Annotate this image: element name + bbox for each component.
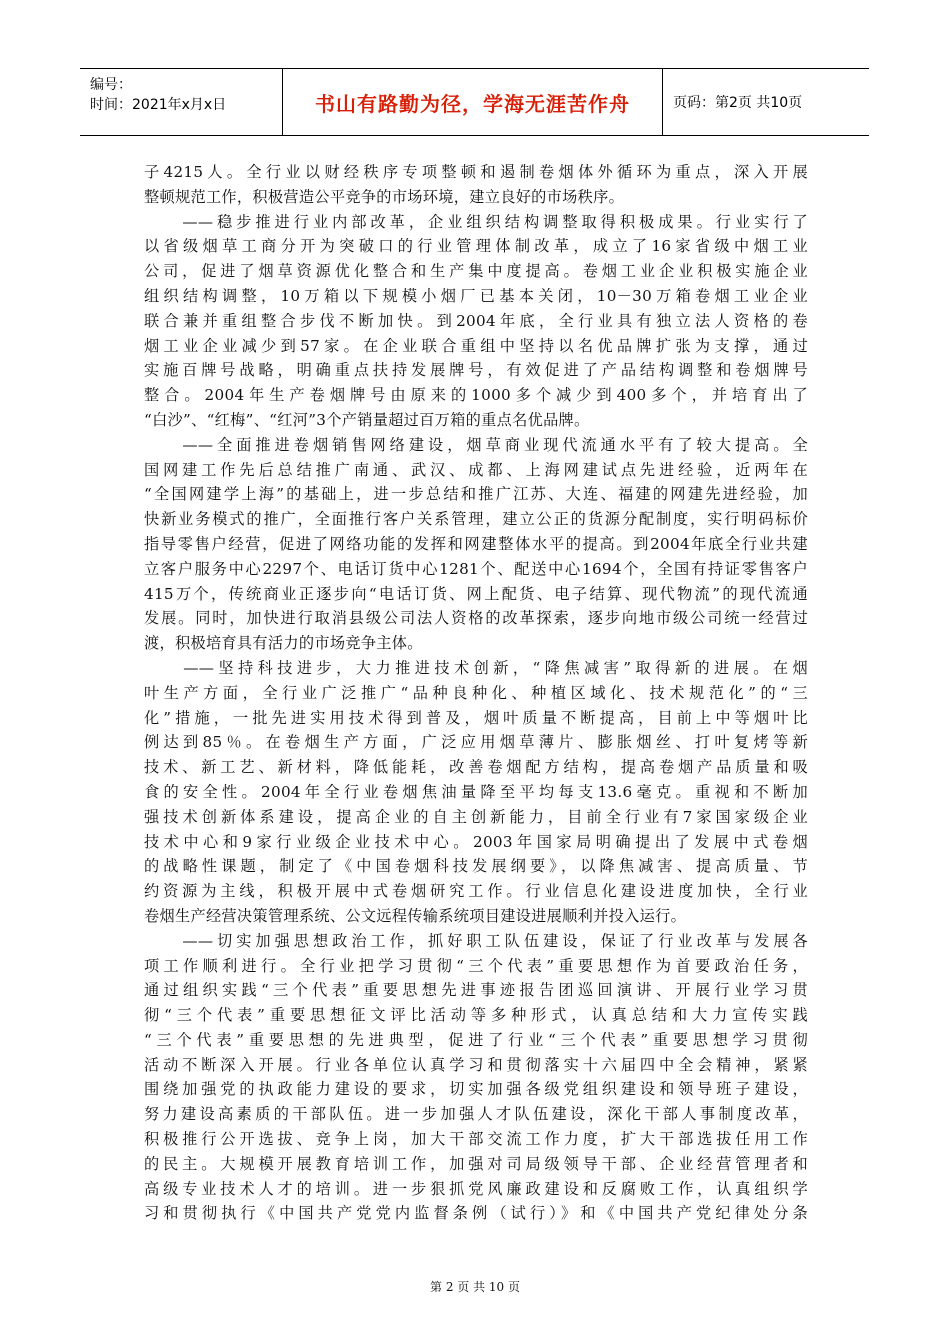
body-line: 整顿规范工作，积极营造公平竞争的市场环境，建立良好的市场秩序。 (144, 187, 625, 206)
body-line: 以省级烟草工商分开为突破口的行业管理体制改革，成立了16家省级中烟工业 (144, 237, 808, 256)
header-motto: 书山有路勤为径，学海无涯苦作舟 (282, 69, 663, 135)
header-page-info: 页码：第2页 共10页 (673, 95, 803, 111)
body-line: 叶生产方面，全行业广泛推广“品种良种化、种植区域化、技术规范化”的“三 (144, 683, 808, 702)
body-line: 积极推行公开选拔、竞争上岗，加大干部交流工作力度，扩大干部选拔任用工作 (144, 1130, 808, 1149)
body-line: 化”措施，一批先进实用技术得到普及，烟叶质量不断提高，目前上中等烟叶比 (144, 708, 808, 727)
body-line: ——全面推进卷烟销售网络建设，烟草商业现代流通水平有了较大提高。全 (144, 435, 808, 454)
body-line: 技术中心和9家行业级企业技术中心。2003年国家局明确提出了发展中式卷烟 (144, 832, 808, 851)
body-line: “白沙”、“红梅”、“红河”3个产销量超过百万箱的重点名优品牌。 (144, 410, 590, 429)
body-line: ——坚持科技进步，大力推进技术创新，“降焦减害”取得新的进展。在烟 (144, 658, 808, 677)
body-line: “三个代表”重要思想的先进典型，促进了行业“三个代表”重要思想学习贯彻 (144, 1030, 808, 1049)
page-footer: 第 2 页 共 10 页 (430, 1280, 520, 1294)
body-line: ——切实加强思想政治工作，抓好职工队伍建设，保证了行业改革与发展各 (144, 931, 808, 950)
body-line: 彻“三个代表”重要思想征文评比活动等多种形式，认真总结和大力宣传实践 (144, 1006, 808, 1025)
body-line: 的战略性课题，制定了《中国卷烟科技发展纲要》，以降焦减害、提高质量、节 (144, 857, 808, 876)
body-line: 国网建工作先后总结推广南通、武汉、成都、上海网建试点先进经验，近两年在 (144, 460, 808, 479)
body-line: 指导零售户经营，促进了网络功能的发挥和网建整体水平的提高。到2004年底全行业共建 (144, 534, 808, 553)
body-line: 实施百牌号战略，明确重点扶持发展牌号，有效促进了产品结构调整和卷烟牌号 (144, 361, 808, 380)
body-line: 发展。同时，加快进行取消县级公司法人资格的改革探索，逐步向地市级公司统一经营过 (144, 609, 808, 628)
body-line: 卷烟生产经营决策管理系统、公文远程传输系统项目建设进展顺利并投入运行。 (144, 906, 687, 925)
body-line: 活动不断深入开展。行业各单位认真学习和贯彻落实十六届四中全会精神，紧紧 (144, 1055, 808, 1074)
document-body (144, 160, 808, 1226)
body-line: 约资源为主线，积极开展中式卷烟研究工作。行业信息化建设进度加快，全行业 (144, 882, 808, 901)
body-line: 围绕加强党的执政能力建设的要求，切实加强各级党组织建设和领导班子建设， (144, 1080, 808, 1099)
body-line: ——稳步推进行业内部改革，企业组织结构调整取得积极成果。行业实行了 (144, 212, 808, 231)
body-line: 高级专业技术人才的培训。进一步狠抓党风廉政建设和反腐败工作，认真组织学 (144, 1179, 808, 1198)
page-header (80, 68, 869, 136)
body-line: 技术、新工艺、新材料，降低能耗，改善卷烟配方结构，提高卷烟产品质量和吸 (144, 758, 808, 777)
header-meta (80, 69, 282, 135)
body-line: 组织结构调整，10万箱以下规模小烟厂已基本关闭，10－30万箱卷烟工业企业 (144, 286, 808, 305)
body-line: 渡，积极培育具有活力的市场竞争主体。 (144, 634, 423, 653)
body-line: 联合兼并重组整合步伐不断加快。到2004年底，全行业具有独立法人资格的卷 (144, 311, 808, 330)
document-date-label: 时间：2021年x月x日 (90, 97, 227, 113)
body-line: “全国网建学上海”的基础上，进一步总结和推广江苏、大连、福建的网建先进经验，加 (144, 485, 808, 504)
body-line: 通过组织实践“三个代表”重要思想先进事迹报告团巡回演讲、开展行业学习贯 (144, 981, 808, 1000)
body-line: 的民主。大规模开展教育培训工作，加强对司局级领导干部、企业经营管理者和 (144, 1154, 808, 1173)
body-line: 快新业务模式的推广，全面推行客户关系管理，建立公正的货源分配制度，实行明码标价 (144, 510, 808, 529)
body-line: 例达到85％。在卷烟生产方面，广泛应用烟草薄片、膨胀烟丝、打叶复烤等新 (144, 733, 808, 752)
body-line: 强技术创新体系建设，提高企业的自主创新能力，目前全行业有7家国家级企业 (144, 807, 808, 826)
body-line: 整合。2004年生产卷烟牌号由原来的1000多个减少到400多个，并培育出了 (144, 386, 808, 405)
document-number-label: 编号： (90, 77, 132, 93)
body-line: 努力建设高素质的干部队伍。进一步加强人才队伍建设，深化干部人事制度改革， (144, 1105, 808, 1124)
body-line: 食的安全性。2004年全行业卷烟焦油量降至平均每支13.6毫克。重视和不断加 (144, 782, 808, 801)
body-line: 415万个，传统商业正逐步向“电话订货、网上配货、电子结算、现代物流”的现代流通 (144, 584, 808, 603)
body-line: 公司，促进了烟草资源优化整合和生产集中度提高。卷烟工业企业积极实施企业 (144, 262, 808, 281)
body-line: 烟工业企业减少到57家。在企业联合重组中坚持以名优品牌扩张为支撑，通过 (144, 336, 808, 355)
body-line: 习和贯彻执行《中国共产党党内监督条例（试行）》和《中国共产党纪律处分条 (144, 1204, 808, 1223)
body-line: 立客户服务中心2297个、电话订货中心1281个、配送中心1694个，全国有持证零售客户 (144, 559, 808, 578)
body-line: 项工作顺利进行。全行业把学习贯彻“三个代表”重要思想作为首要政治任务， (144, 956, 808, 975)
body-line: 子4215人。全行业以财经秩序专项整顿和遏制卷烟体外循环为重点，深入开展 (144, 163, 808, 181)
